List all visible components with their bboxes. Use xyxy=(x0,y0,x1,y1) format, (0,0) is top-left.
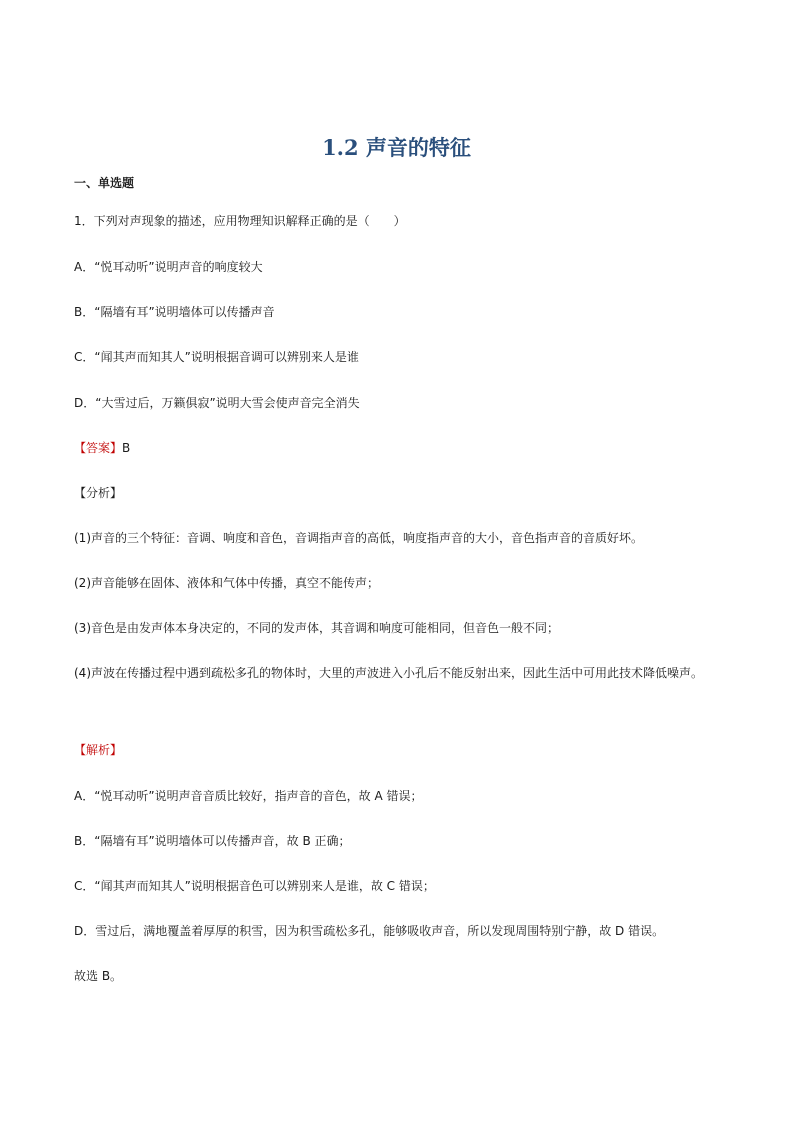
option-d: D．“大雪过后，万籁俱寂”说明大雪会使声音完全消失 xyxy=(74,396,360,410)
option-b: B．“隔墙有耳”说明墙体可以传播声音 xyxy=(74,305,275,319)
page-title: 1.2 声音的特征 xyxy=(322,135,471,160)
answer-label: 【答案】 xyxy=(74,441,123,455)
analysis-point-2: (2)声音能够在固体、液体和气体中传播，真空不能传声； xyxy=(74,576,380,590)
question-stem: 1．下列对声现象的描述，应用物理知识解释正确的是（ ） xyxy=(74,214,406,228)
conclusion: 故选 B。 xyxy=(74,969,123,983)
answer-value: B xyxy=(122,441,131,455)
option-a: A．“悦耳动听”说明声音的响度较大 xyxy=(74,260,263,274)
analysis-label: 【分析】 xyxy=(74,486,123,500)
analysis-point-1: (1)声音的三个特征：音调、响度和音色，音调指声音的高低，响度指声音的大小，音色指声音的音质好坏。 xyxy=(74,531,644,545)
explanation-c: C．“闻其声而知其人”说明根据音色可以辨别来人是谁，故 C 错误； xyxy=(74,879,435,893)
section-heading: 一、单选题 xyxy=(74,176,135,190)
explanation-b: B．“隔墙有耳”说明墙体可以传播声音，故 B 正确； xyxy=(74,834,351,848)
explanation-a: A．“悦耳动听”说明声音音质比较好，指声音的音色，故 A 错误； xyxy=(74,789,423,803)
analysis-point-3: (3)音色是由发声体本身决定的，不同的发声体，其音调和响度可能相同，但音色一般不同； xyxy=(74,621,560,635)
analysis-point-4: (4)声波在传播过程中遇到疏松多孔的物体时，大里的声波进入小孔后不能反射出来，因此生活中可用此技术降低噪声。 xyxy=(74,666,704,680)
explanation-d: D．雪过后，满地覆盖着厚厚的积雪，因为积雪疏松多孔，能够吸收声音，所以发现周围特别宁静，故 D 错误。 xyxy=(74,924,665,938)
explanation-label: 【解析】 xyxy=(74,743,123,757)
option-c: C．“闻其声而知其人”说明根据音调可以辨别来人是谁 xyxy=(74,350,359,364)
answer-line xyxy=(74,440,130,457)
